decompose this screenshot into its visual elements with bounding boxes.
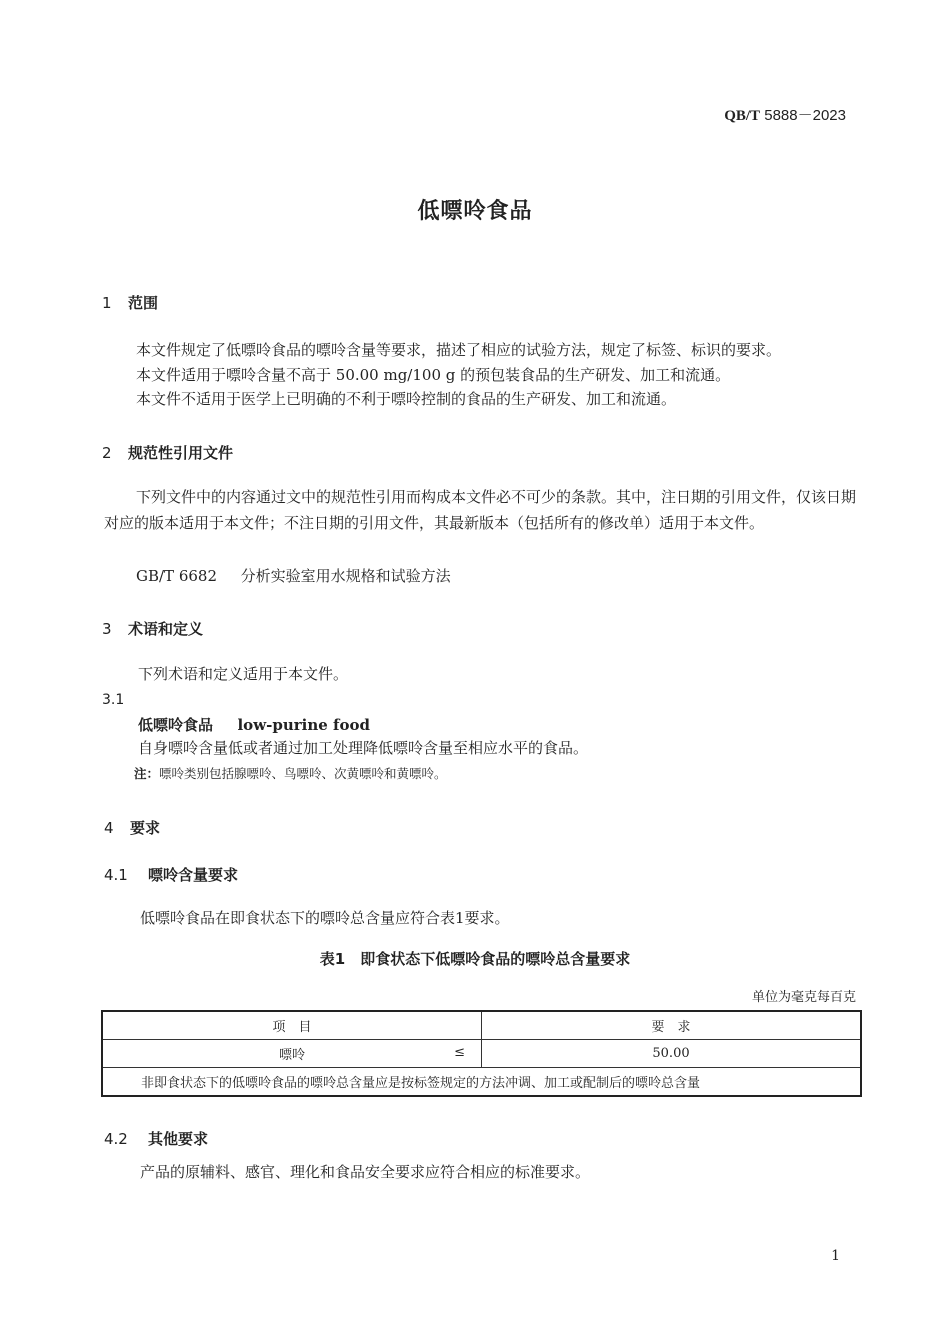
row-operator: ≤ bbox=[454, 1045, 465, 1060]
section-1-para-1: 本文件规定了低嘌呤食品的嘌呤含量等要求，描述了相应的试验方法，规定了标签、标识的要求。 bbox=[136, 341, 782, 359]
term-entry bbox=[138, 714, 370, 735]
reference-title: 分析实验室用水规格和试验方法 bbox=[240, 567, 451, 585]
document-title: 低嘌呤食品 bbox=[417, 199, 533, 224]
standard-code-number: 5888－2023 bbox=[764, 107, 846, 124]
note-text: 嘌呤类别包括腺嘌呤、鸟嘌呤、次黄嘌呤和黄嘌呤。 bbox=[159, 766, 447, 781]
subsection-title: 嘌呤含量要求 bbox=[148, 866, 239, 884]
section-title: 术语和定义 bbox=[128, 620, 204, 638]
section-1-para-2: 本文件适用于嘌呤含量不高于 50.00 mg/100 g 的预包装食品的生产研发、加工和流通。 bbox=[136, 366, 731, 384]
row-item: 嘌呤 bbox=[278, 1048, 305, 1063]
header-requirement: 要 求 bbox=[482, 1011, 862, 1040]
term-english: low-purine food bbox=[237, 716, 370, 734]
section-4-heading bbox=[104, 817, 160, 838]
section-4-2-text: 产品的原辅料、感官、理化和食品安全要求应符合相应的标准要求。 bbox=[140, 1163, 591, 1181]
term-chinese: 低嘌呤食品 bbox=[138, 716, 214, 734]
term-note bbox=[134, 764, 447, 782]
table-unit: 单位为毫克每百克 bbox=[751, 990, 856, 1005]
term-number: 3.1 bbox=[102, 692, 125, 708]
term-definition: 自身嘌呤含量低或者通过加工处理降低嘌呤含量至相应水平的食品。 bbox=[138, 739, 589, 757]
section-number: 2 bbox=[102, 444, 112, 462]
page-number: 1 bbox=[831, 1248, 840, 1264]
section-number: 1 bbox=[102, 294, 112, 312]
section-3-intro: 下列术语和定义适用于本文件。 bbox=[138, 665, 349, 683]
table-caption: 表1 即食状态下低嘌呤食品的嘌呤总含量要求 bbox=[319, 950, 631, 968]
section-4-2-heading bbox=[104, 1128, 208, 1149]
header-item: 项 目 bbox=[102, 1011, 482, 1040]
section-4-1-heading bbox=[104, 864, 238, 885]
section-2-heading bbox=[102, 442, 233, 463]
subsection-title: 其他要求 bbox=[148, 1130, 209, 1148]
table-footnote: 非即食状态下的低嘌呤食品的嘌呤总含量应是按标签规定的方法冲调、加工或配制后的嘌呤总含量 bbox=[102, 1068, 861, 1097]
section-number: 3 bbox=[102, 620, 112, 638]
section-number: 4 bbox=[104, 819, 114, 837]
standard-code-prefix: QB/T bbox=[724, 108, 761, 124]
table-row bbox=[102, 1040, 861, 1068]
requirements-table bbox=[101, 1010, 862, 1097]
standard-code bbox=[724, 104, 846, 125]
section-3-heading bbox=[102, 618, 203, 639]
normative-reference bbox=[136, 564, 451, 588]
reference-code: GB/T 6682 bbox=[136, 567, 218, 585]
section-2-para-1: 下列文件中的内容通过文中的规范性引用而构成本文件必不可少的条款。其中，注日期的引用文件，仅该日期对应的版本适用于本文件；不注日期的引用文件，其最新版本（包括所有的修改单）适用于本文件。 bbox=[104, 488, 857, 532]
subsection-number: 4.1 bbox=[104, 866, 128, 884]
section-1-heading bbox=[102, 292, 158, 313]
section-1-para-3: 本文件不适用于医学上已明确的不利于嘌呤控制的食品的生产研发、加工和流通。 bbox=[136, 390, 677, 408]
section-title: 要求 bbox=[130, 819, 161, 837]
subsection-number: 4.2 bbox=[104, 1130, 128, 1148]
section-title: 范围 bbox=[128, 294, 159, 312]
table-footnote-row bbox=[102, 1068, 861, 1097]
row-value: 50.00 bbox=[482, 1040, 862, 1068]
row-item-cell bbox=[102, 1040, 482, 1068]
table-header-row bbox=[102, 1011, 861, 1040]
note-label: 注： bbox=[134, 766, 160, 781]
section-title: 规范性引用文件 bbox=[128, 444, 234, 462]
section-4-1-text: 低嘌呤食品在即食状态下的嘌呤总含量应符合表1要求。 bbox=[140, 909, 510, 927]
